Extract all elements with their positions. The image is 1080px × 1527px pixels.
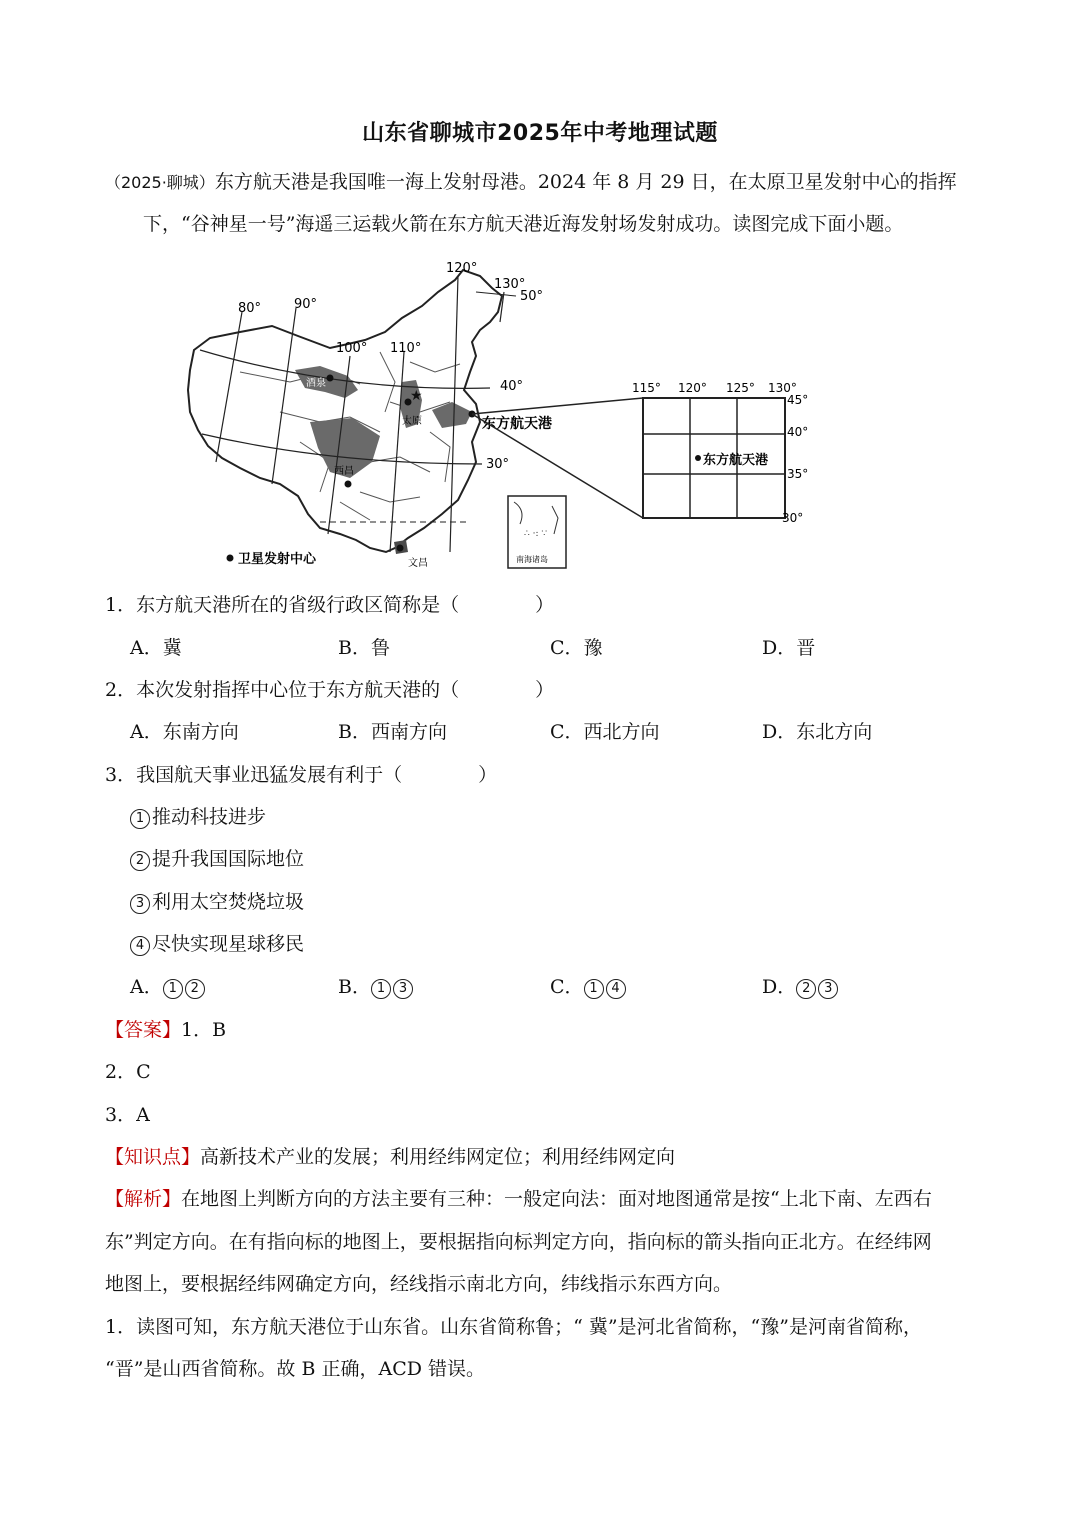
detail-lat-35: 35°	[787, 467, 809, 481]
q3-option-a	[130, 978, 207, 999]
xichang-dot	[345, 481, 352, 488]
answer-3: 3．A	[105, 1104, 150, 1126]
meridian-90	[272, 308, 296, 484]
detail-lat-45: 45°	[787, 393, 809, 407]
q3-option-a-letter: A．	[130, 976, 163, 998]
lon-label-130: 130°	[494, 277, 526, 292]
answer-tag: 【答案】	[105, 1019, 182, 1041]
knowledge-text: 高新技术产业的发展；利用经纬网定位；利用经纬网定向	[200, 1146, 676, 1168]
detail-lon-120: 120°	[678, 381, 707, 395]
knowledge-line	[105, 1148, 675, 1167]
detail-lat-30: 30°	[782, 511, 804, 525]
lon-label-120: 120°	[446, 261, 478, 276]
q3-option-d-letter: D．	[762, 976, 797, 998]
wenchang-dot	[397, 545, 404, 552]
analysis-text-1: 在地图上判断方向的方法主要有三种：一般定向法：面对地图通常是按“上北下南、左西右	[181, 1188, 932, 1210]
detail-lon-115: 115°	[632, 381, 661, 395]
q1-stem: 1．东方航天港所在的省级行政区简称是（ ）	[105, 594, 555, 616]
q3-option-c-mark-2: 4	[606, 979, 626, 999]
detail-port-label: 东方航天港	[703, 453, 769, 468]
china-map-figure	[180, 252, 840, 574]
intro-line-1	[105, 173, 957, 192]
city-wenchang: 文昌	[408, 558, 428, 569]
intro-text-1: 东方航天港是我国唯一海上发射母港。2024 年 8 月 29 日，在太原卫星发射中心的指挥	[214, 171, 957, 193]
analysis-line-1	[105, 1190, 932, 1209]
lon-label-100: 100°	[336, 341, 368, 356]
circled-number-4: 4	[130, 936, 150, 956]
detail-lon-130: 130°	[768, 381, 797, 395]
inset-islands: ∴ ·: ∵	[524, 529, 548, 539]
q2-stem: 2．本次发射指挥中心位于东方航天港的（ ）	[105, 679, 555, 701]
q3-item-2-text: 提升我国国际地位	[152, 848, 305, 870]
connector-top	[472, 398, 643, 414]
lon-label-90: 90°	[294, 297, 318, 312]
q3-option-b	[338, 978, 415, 999]
q3-option-a-mark-1: 1	[163, 979, 183, 999]
answer-2: 2．C	[105, 1061, 151, 1083]
q3-option-c-letter: C．	[550, 976, 584, 998]
q1-option-c: C．豫	[550, 637, 603, 659]
inset-label: 南海诸岛	[516, 555, 548, 564]
analysis-q1-line-1: 1．读图可知，东方航天港位于山东省。山东省简称鲁；“ 冀”是河北省简称，“豫”是河南省简称，	[105, 1316, 922, 1338]
q3-item-3	[130, 893, 304, 914]
q2-option-a: A．东南方向	[130, 721, 239, 743]
analysis-q1-line-2: “晋”是山西省简称。故 B 正确，ACD 错误。	[105, 1358, 486, 1380]
q3-item-1	[130, 808, 266, 829]
q3-stem: 3．我国航天事业迅猛发展有利于（ ）	[105, 764, 498, 786]
q3-item-3-text: 利用太空焚烧垃圾	[152, 891, 305, 913]
analysis-line-2: 东”判定方向。在有指向标的地图上，要根据指向标判定方向，指向标的箭头指向正北方。在经纬网	[105, 1231, 932, 1253]
knowledge-tag: 【知识点】	[105, 1146, 201, 1168]
q1-option-d: D．晋	[762, 637, 816, 659]
q2-option-b: B．西南方向	[338, 721, 447, 743]
answer-line	[105, 1021, 226, 1040]
legend-label: 卫星发射中心	[238, 552, 317, 567]
lon-label-110: 110°	[390, 341, 422, 356]
circled-number-1: 1	[130, 809, 150, 829]
parallel-50	[476, 292, 516, 296]
q3-item-4	[130, 935, 304, 956]
q3-item-1-text: 推动科技进步	[152, 806, 267, 828]
q3-option-b-letter: B．	[338, 976, 371, 998]
analysis-tag: 【解析】	[105, 1188, 182, 1210]
q3-option-c	[550, 978, 628, 999]
q1-option-a: A．冀	[130, 637, 182, 659]
lat-label-40: 40°	[500, 379, 524, 394]
q3-option-a-mark-2: 2	[185, 979, 205, 999]
city-xichang: 西昌	[334, 466, 354, 477]
q3-item-4-text: 尽快实现星球移民	[152, 933, 305, 955]
circled-number-3: 3	[130, 894, 150, 914]
detail-lon-125: 125°	[726, 381, 755, 395]
answer-first: 1．B	[181, 1019, 227, 1041]
q1-option-b: B．鲁	[338, 637, 390, 659]
legend-dot	[227, 555, 234, 562]
beijing-star-icon: ★	[410, 388, 423, 404]
page-title: 山东省聊城市2025年中考地理试题	[362, 121, 718, 146]
q3-option-d-mark-1: 2	[796, 979, 816, 999]
lat-label-30: 30°	[486, 457, 510, 472]
jiuquan-dot	[327, 375, 334, 382]
q3-option-c-mark-1: 1	[584, 979, 604, 999]
q3-option-b-mark-1: 1	[371, 979, 391, 999]
city-jiuquan: 酒泉	[306, 378, 326, 389]
port-label: 东方航天港	[482, 416, 552, 432]
intro-source: （2025·聊城）	[105, 173, 215, 192]
q3-option-d	[762, 978, 840, 999]
q2-option-c: C．西北方向	[550, 721, 660, 743]
city-taiyuan: 太原	[402, 416, 422, 427]
q3-option-d-mark-2: 3	[818, 979, 838, 999]
q3-item-2	[130, 850, 304, 871]
intro-line-2: 下，“谷神星一号”海遥三运载火箭在东方航天港近海发射场发射成功。读图完成下面小题。	[143, 213, 904, 235]
detail-lat-40: 40°	[787, 425, 809, 439]
lon-label-80: 80°	[238, 301, 262, 316]
circled-number-2: 2	[130, 851, 150, 871]
analysis-line-3: 地图上，要根据经纬网确定方向，经线指示南北方向，纬线指示东西方向。	[105, 1273, 733, 1295]
lat-label-50: 50°	[520, 289, 544, 304]
q3-option-b-mark-2: 3	[393, 979, 413, 999]
q2-option-d: D．东北方向	[762, 721, 873, 743]
detail-port-dot	[695, 455, 701, 461]
